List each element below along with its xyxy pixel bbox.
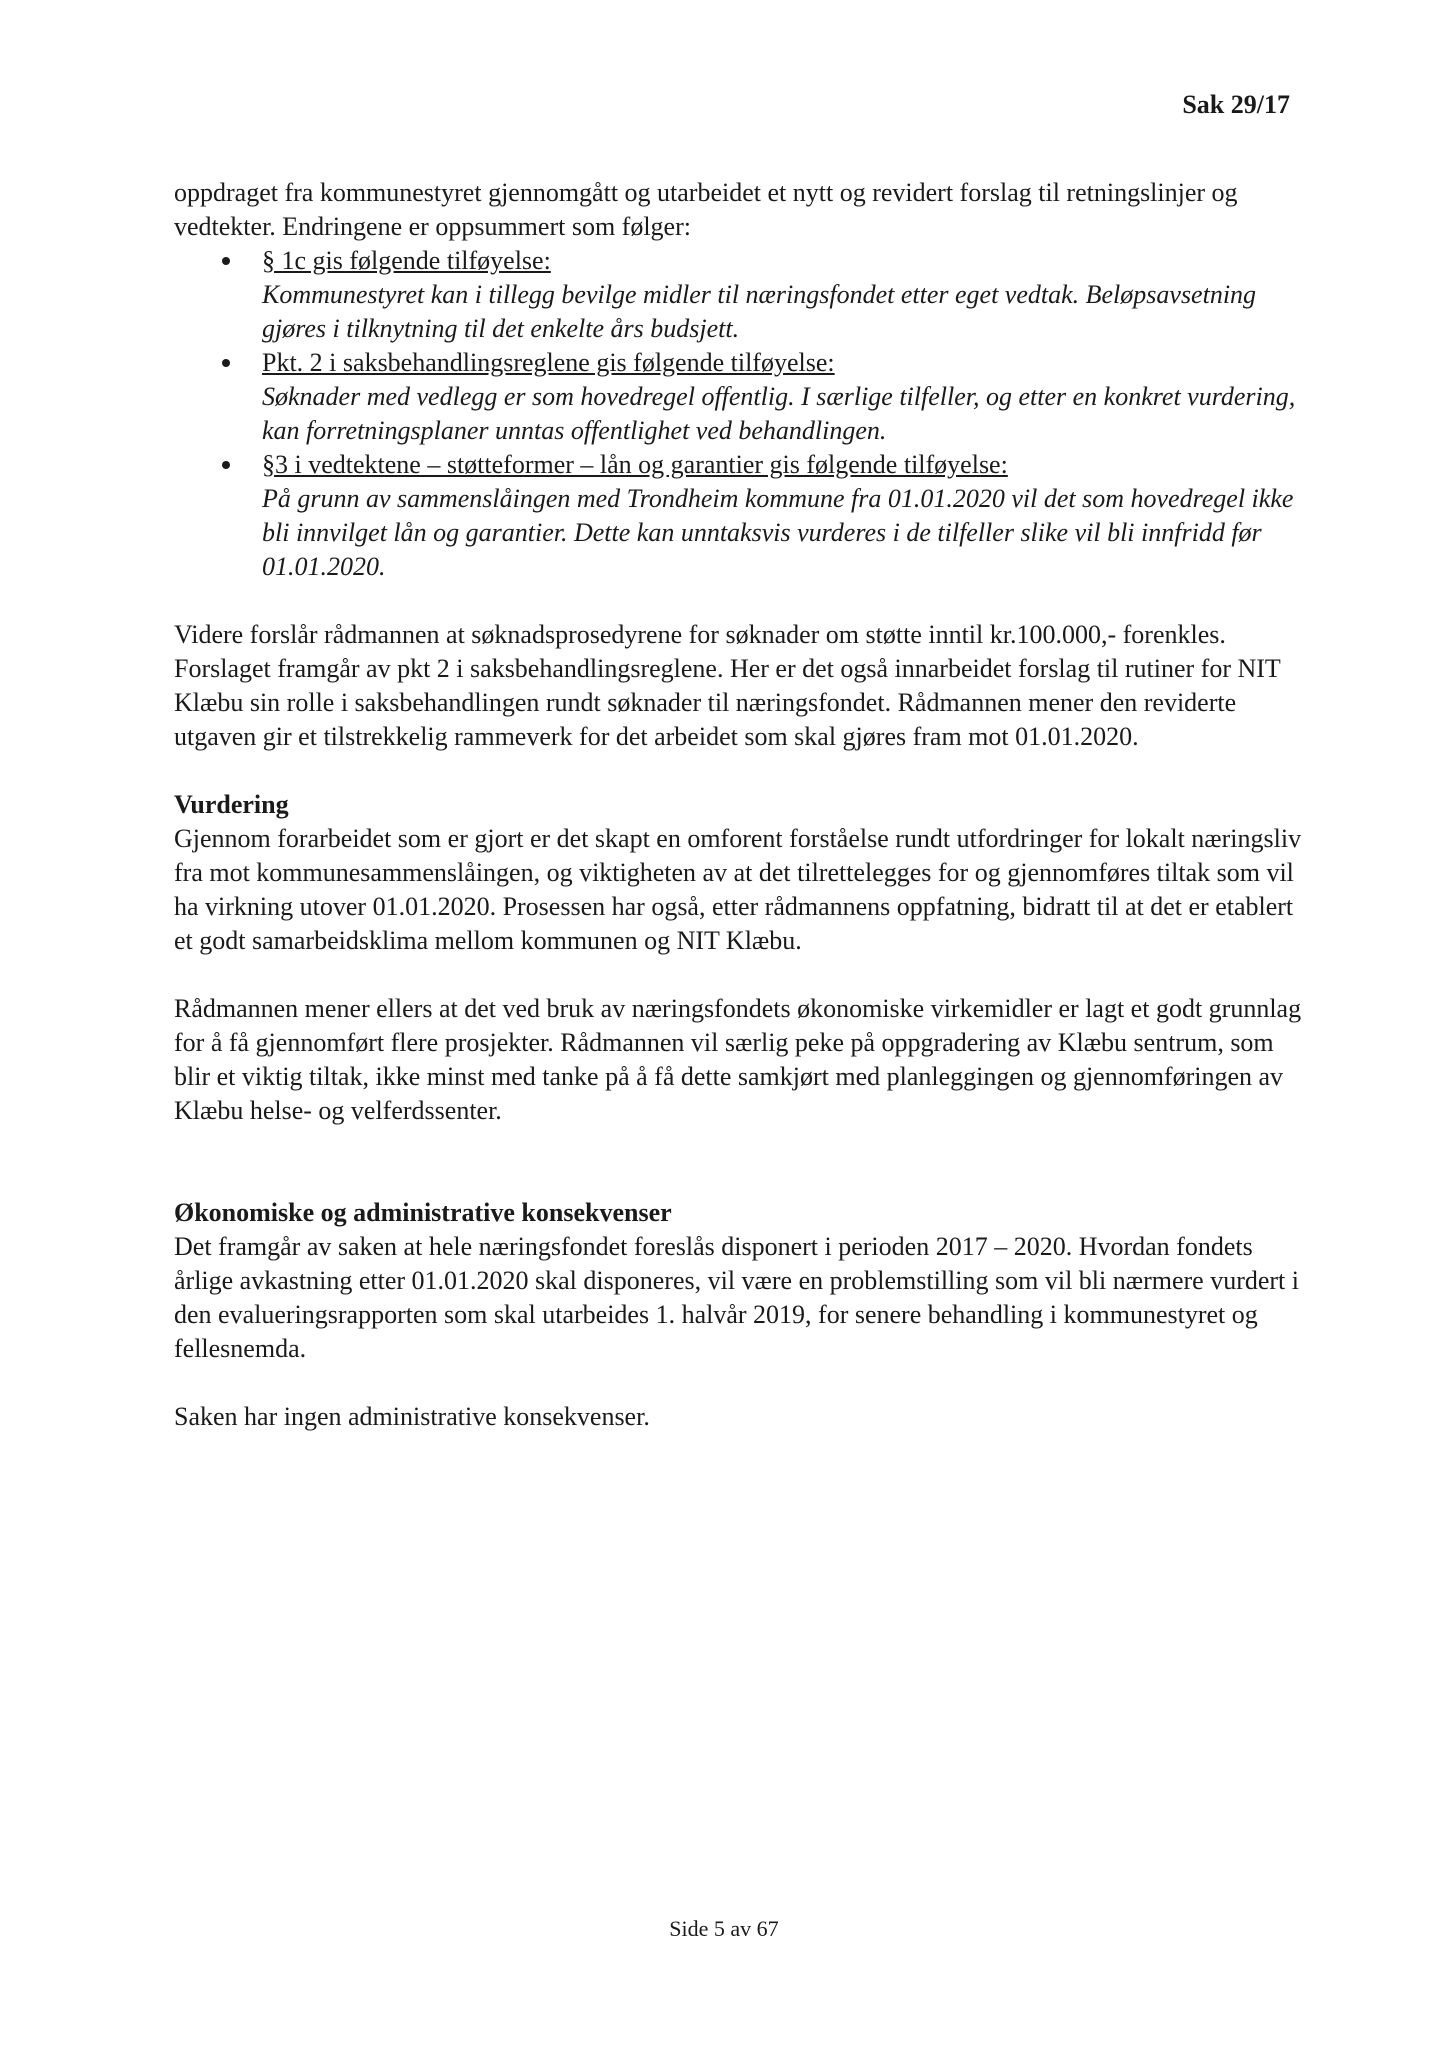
amendment-heading: §3 i vedtektene – støtteformer – lån og garantier gis følgende tilføyelse: — [262, 450, 1008, 479]
amendment-detail: Kommunestyret kan i tillegg bevilge midler til næringsfondet etter eget vedtak. Beløpsavsetning gjøres i tilknytning til det enkelte års budsjett. — [262, 280, 1257, 343]
proposal-paragraph: Videre forslår rådmannen at søknadsprosedyrene for søknader om støtte inntil kr.100.000,- forenkles. Forslaget framgår av pkt 2 i saksbehandlingsreglene. Her er det også innarbeidet forslag til rutiner for NIT Klæbu sin rolle i saksbehandlingen rundt søknader til næringsfondet. Rådmannen mener den reviderte utgaven gir et tilstrekkelig rammeverk for det arbeidet som skal gjøres fram mot 01.01.2020. — [174, 620, 1281, 751]
bullet-icon — [222, 461, 230, 469]
document-body — [174, 176, 1304, 1434]
amendment-detail: Søknader med vedlegg er som hovedregel offentlig. I særlige tilfeller, og etter en konkret vurdering, kan forretningsplaner unntas offentlighet ved behandlingen. — [262, 382, 1296, 445]
case-reference: Sak 29/17 — [1182, 90, 1290, 119]
bullet-icon — [222, 359, 230, 367]
amendment-list — [174, 244, 1304, 584]
amendment-item-1c — [174, 244, 1304, 346]
intro-paragraph: oppdraget fra kommunestyret gjennomgått og utarbeidet et nytt og revidert forslag til retningslinjer og vedtekter. Endringene er oppsummert som følger: — [174, 178, 1238, 241]
amendment-heading: Pkt. 2 i saksbehandlingsreglene gis følgende tilføyelse: — [262, 348, 835, 377]
amendment-heading: § 1c gis følgende tilføyelse: — [262, 246, 551, 275]
amendment-item-3 — [174, 448, 1304, 584]
consequences-paragraph-2: Saken har ingen administrative konsekvenser. — [174, 1402, 650, 1431]
amendment-detail: På grunn av sammenslåingen med Trondheim kommune fra 01.01.2020 vil det som hovedregel ikke bli innvilget lån og garantier. Dette kan unntaksvis vurderes i de tilfeller slike vil bli innfridd før 01.01.2020. — [262, 484, 1294, 581]
assessment-heading: Vurdering — [174, 790, 289, 819]
bullet-icon — [222, 257, 230, 265]
page-number: Side 5 av 67 — [669, 1916, 779, 1941]
amendment-item-pkt2 — [174, 346, 1304, 448]
consequences-heading: Økonomiske og administrative konsekvenser — [174, 1198, 672, 1227]
assessment-paragraph-1: Gjennom forarbeidet som er gjort er det skapt en omforent forståelse rundt utfordringer for lokalt næringsliv fra mot kommunesammenslåingen, og viktigheten av at det tilrettelegges for og gjennomføres tiltak som vil ha virkning utover 01.01.2020. Prosessen har også, etter rådmannens oppfatning, bidratt til at det er etablert et godt samarbeidsklima mellom kommunen og NIT Klæbu. — [174, 824, 1302, 955]
assessment-paragraph-2: Rådmannen mener ellers at det ved bruk av næringsfondets økonomiske virkemidler er lagt et godt grunnlag for å få gjennomført flere prosjekter. Rådmannen vil særlig peke på oppgradering av Klæbu sentrum, som blir et viktig tiltak, ikke minst med tanke på å få dette samkjørt med planleggingen og gjennomføringen av Klæbu helse- og velferdssenter. — [174, 994, 1302, 1125]
consequences-paragraph-1: Det framgår av saken at hele næringsfondet foreslås disponert i perioden 2017 – 2020. Hvordan fondets årlige avkastning etter 01.01.2020 skal disponeres, vil være en problemstilling som vil bli nærmere vurdert i den evalueringsrapporten som skal utarbeides 1. halvår 2019, for senere behandling i kommunestyret og fellesnemda. — [174, 1232, 1300, 1363]
